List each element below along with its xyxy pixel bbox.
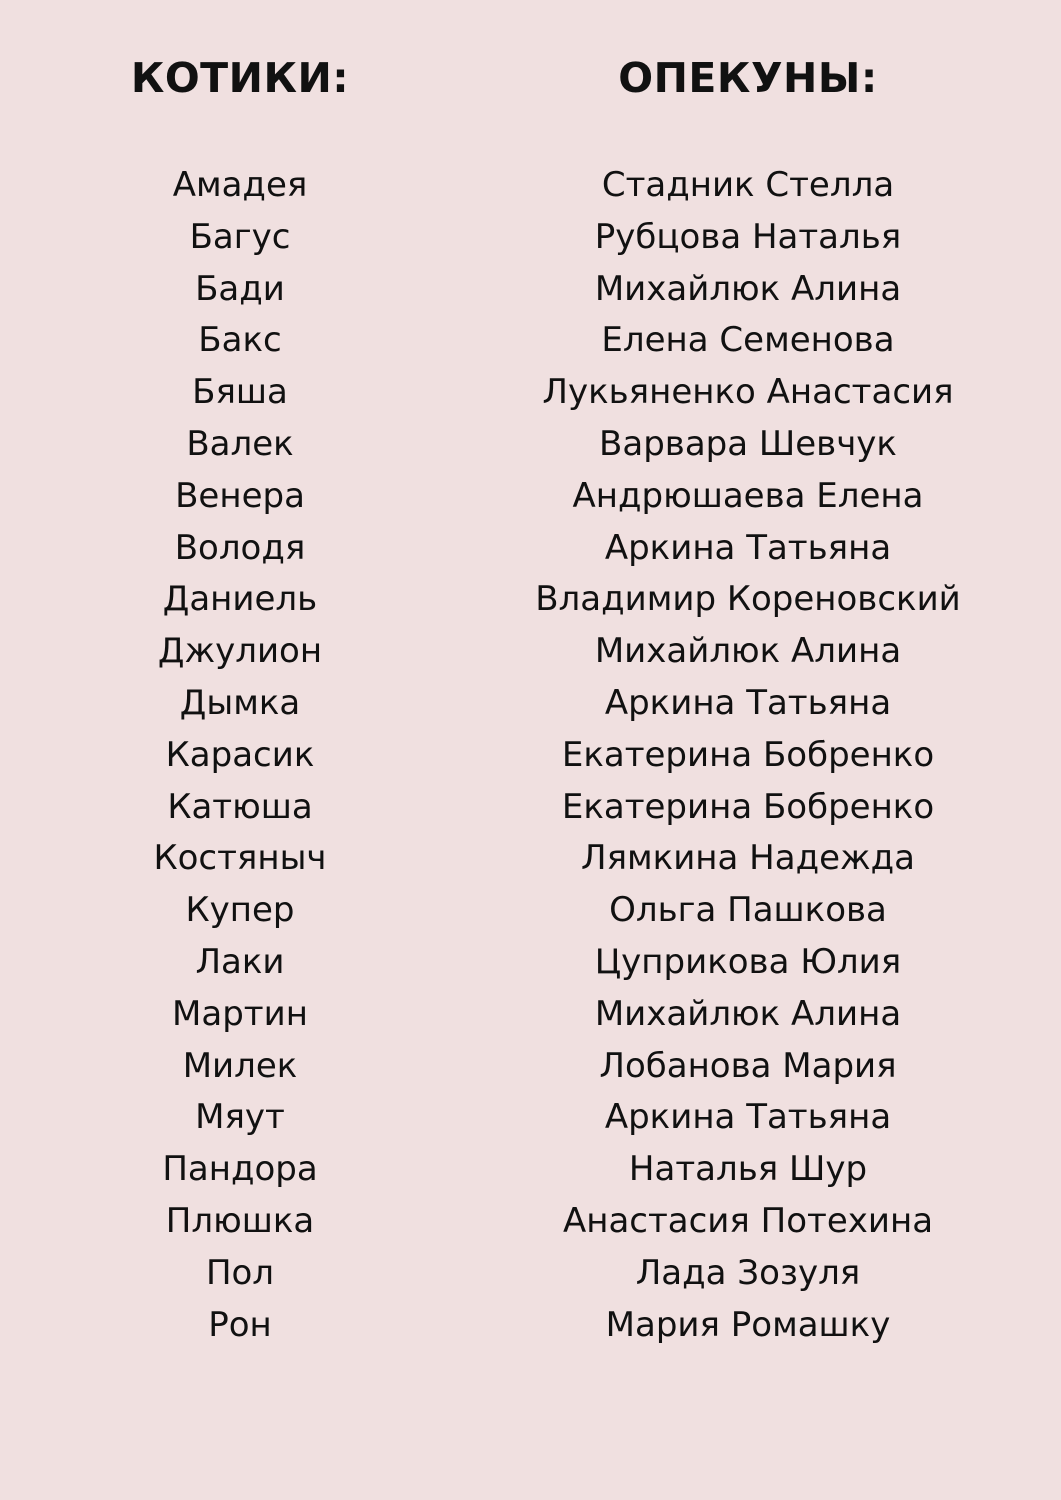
guardian-name: Стадник Стелла — [601, 165, 895, 205]
guardian-name: Цуприкова Юлия — [594, 941, 902, 982]
guardian-name: Лямкина Надежда — [581, 838, 915, 879]
guardian-name: Рубцова Наталья — [594, 216, 902, 257]
guardian-name: Михайлюк Алина — [594, 993, 902, 1034]
guardian-name: Варвара Шевчук — [599, 423, 897, 464]
guardian-name: Екатерина Бобренко — [561, 734, 935, 775]
cat-name: Бяша — [192, 372, 288, 413]
guardian-name: Елена Семенова — [601, 320, 895, 361]
cat-name: Багус — [189, 216, 291, 257]
cat-name: Джулион — [157, 631, 323, 672]
cat-name: Катюша — [167, 786, 313, 827]
cat-name: Мартин — [172, 993, 308, 1034]
cat-name: Мяут — [195, 1097, 285, 1138]
guardian-name: Владимир Кореновский — [535, 579, 961, 620]
cat-name: Даниель — [162, 579, 318, 620]
cat-name: Бади — [195, 268, 285, 309]
guardian-name: Михайлюк Алина — [594, 631, 902, 672]
guardian-name: Ольга Пашкова — [609, 890, 887, 931]
guardian-name: Аркина Татьяна — [604, 1097, 892, 1138]
cat-name: Бакс — [198, 320, 282, 361]
guardian-name: Лада Зозуля — [635, 1252, 861, 1293]
guardians-heading: ОПЕКУНЫ: — [618, 54, 878, 102]
cat-name: Милек — [182, 1045, 298, 1086]
guardian-name: Лобанова Мария — [599, 1045, 897, 1086]
guardian-name: Андрюшаева Елена — [572, 475, 924, 516]
cat-name: Валек — [186, 423, 294, 464]
guardians-list — [498, 163, 998, 1354]
cat-name: Плюшка — [165, 1200, 315, 1241]
guardian-name: Анастасия Потехина — [562, 1200, 934, 1241]
cat-name: Амадея — [172, 165, 308, 205]
cats-list — [40, 163, 440, 1354]
guardian-name: Мария Ромашку — [605, 1304, 891, 1345]
cat-name: Рон — [208, 1304, 272, 1345]
cat-name: Карасик — [165, 734, 315, 775]
cats-heading: КОТИКИ: — [130, 54, 350, 102]
cat-name: Костяныч — [153, 838, 327, 879]
guardian-name: Аркина Татьяна — [604, 527, 892, 568]
guardian-name: Наталья Шур — [628, 1149, 868, 1190]
cat-name: Володя — [174, 527, 306, 568]
guardian-name: Аркина Татьяна — [604, 682, 892, 723]
cat-name: Пол — [205, 1252, 275, 1293]
cat-name: Лаки — [195, 941, 285, 982]
cat-name: Купер — [185, 890, 295, 931]
guardian-name: Лукьяненко Анастасия — [542, 372, 954, 413]
cat-name: Дымка — [179, 682, 301, 723]
guardian-name: Михайлюк Алина — [594, 268, 902, 309]
guardian-name: Екатерина Бобренко — [561, 786, 935, 827]
cat-name: Пандора — [162, 1149, 318, 1190]
cat-name: Венера — [175, 475, 305, 516]
